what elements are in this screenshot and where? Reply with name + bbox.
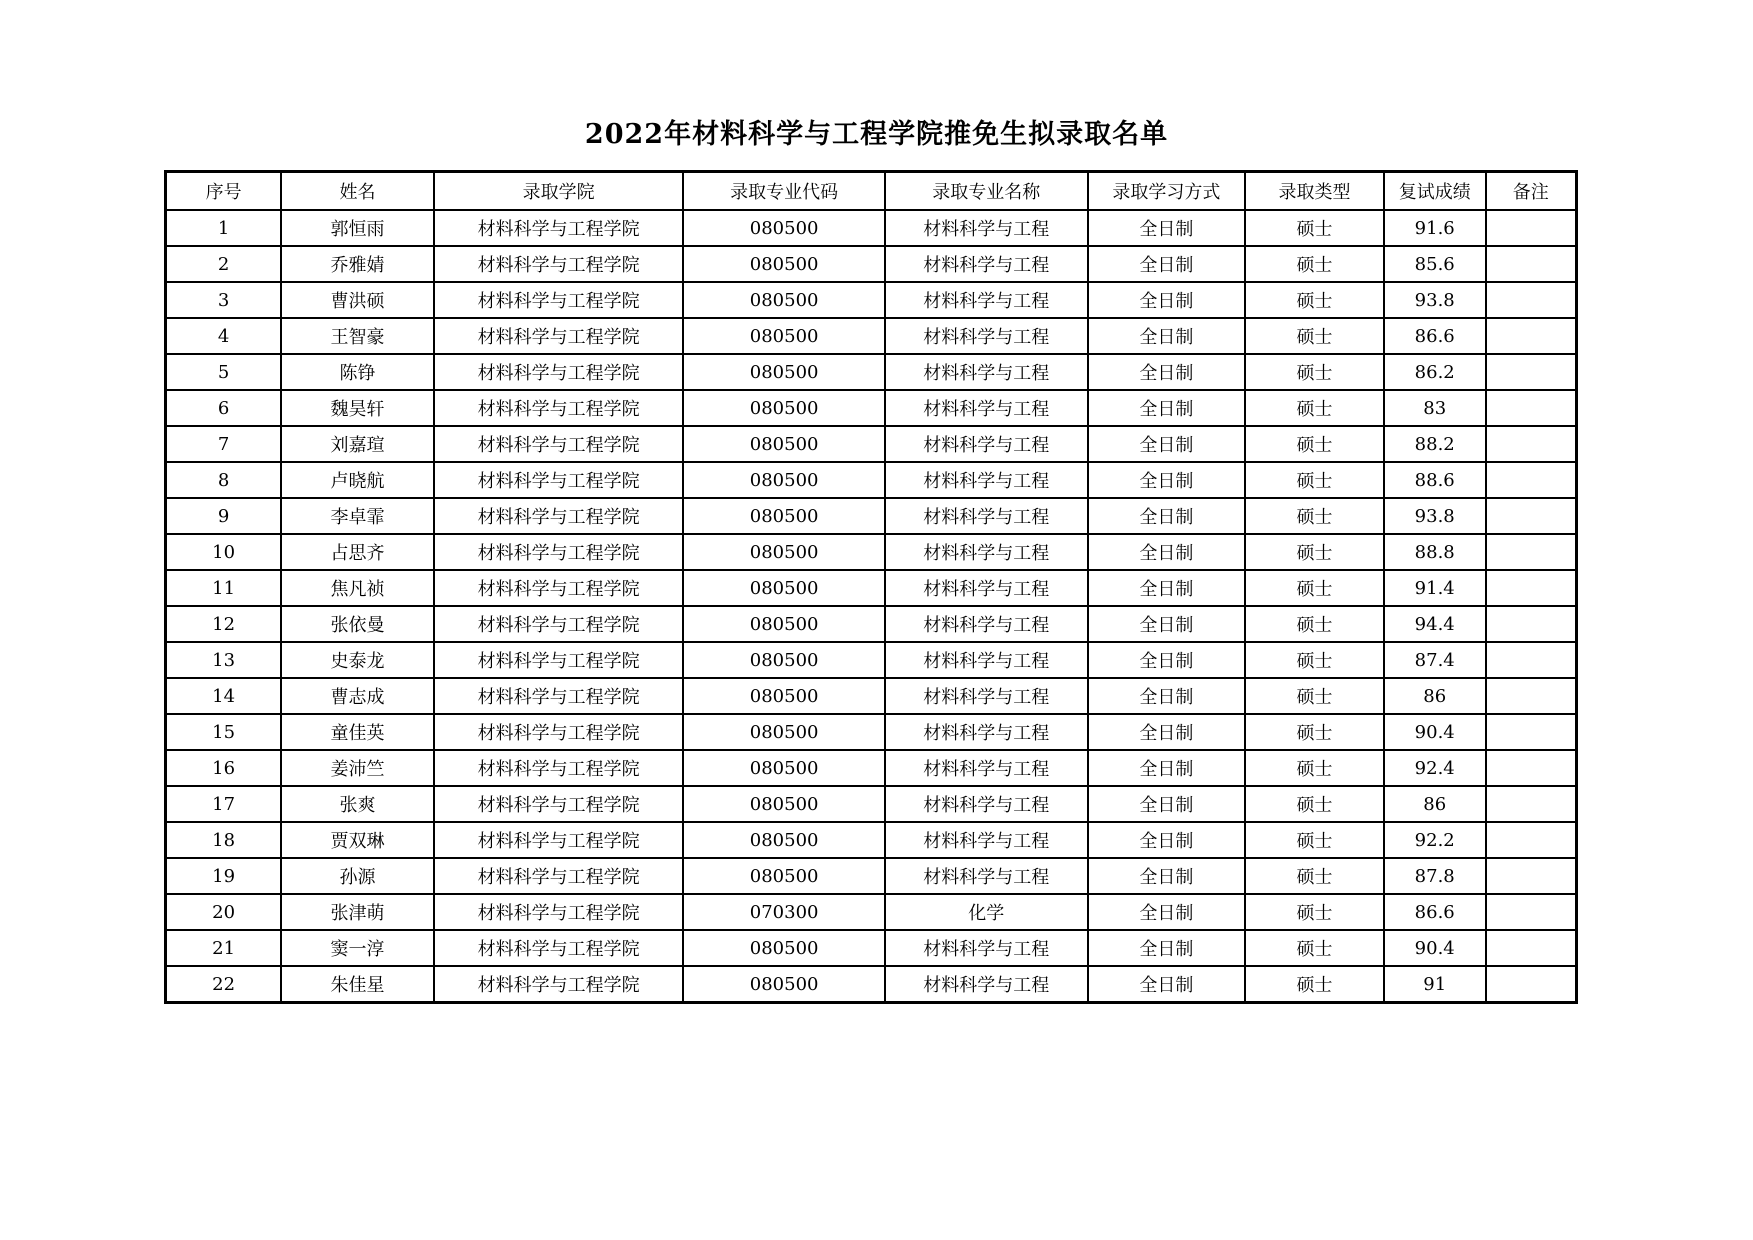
cell-retest-score: 94.4 [1384, 606, 1486, 642]
cell-remark [1486, 426, 1577, 462]
cell-retest-score: 85.6 [1384, 246, 1486, 282]
cell-student-name: 曹洪硕 [281, 282, 434, 318]
cell-major-code: 080500 [683, 678, 885, 714]
cell-retest-score: 91.4 [1384, 570, 1486, 606]
cell-remark [1486, 606, 1577, 642]
cell-index: 16 [166, 750, 282, 786]
cell-major-name: 材料科学与工程 [885, 750, 1088, 786]
cell-study-mode: 全日制 [1088, 426, 1246, 462]
cell-student-name: 张爽 [281, 786, 434, 822]
cell-college: 材料科学与工程学院 [434, 498, 683, 534]
cell-student-name: 童佳英 [281, 714, 434, 750]
cell-study-mode: 全日制 [1088, 606, 1246, 642]
cell-admission-type: 硕士 [1245, 678, 1384, 714]
cell-major-code: 080500 [683, 462, 885, 498]
cell-major-code: 080500 [683, 714, 885, 750]
cell-study-mode: 全日制 [1088, 894, 1246, 930]
cell-remark [1486, 678, 1577, 714]
cell-student-name: 贾双琳 [281, 822, 434, 858]
cell-remark [1486, 354, 1577, 390]
cell-remark [1486, 390, 1577, 426]
table-row [166, 930, 1577, 966]
cell-major-name: 材料科学与工程 [885, 390, 1088, 426]
cell-major-code: 080500 [683, 822, 885, 858]
cell-admission-type: 硕士 [1245, 246, 1384, 282]
cell-major-name: 材料科学与工程 [885, 354, 1088, 390]
cell-retest-score: 90.4 [1384, 714, 1486, 750]
table-row [166, 822, 1577, 858]
table-row [166, 894, 1577, 930]
cell-index: 13 [166, 642, 282, 678]
cell-major-name: 材料科学与工程 [885, 462, 1088, 498]
cell-study-mode: 全日制 [1088, 210, 1246, 246]
cell-student-name: 占思齐 [281, 534, 434, 570]
table-row [166, 534, 1577, 570]
cell-admission-type: 硕士 [1245, 462, 1384, 498]
cell-retest-score: 86.6 [1384, 894, 1486, 930]
cell-retest-score: 86 [1384, 786, 1486, 822]
cell-index: 14 [166, 678, 282, 714]
cell-remark [1486, 786, 1577, 822]
cell-study-mode: 全日制 [1088, 318, 1246, 354]
header-col-index: 序号 [166, 172, 282, 211]
table-row [166, 498, 1577, 534]
cell-major-name: 材料科学与工程 [885, 570, 1088, 606]
cell-index: 7 [166, 426, 282, 462]
cell-index: 21 [166, 930, 282, 966]
cell-index: 6 [166, 390, 282, 426]
cell-index: 17 [166, 786, 282, 822]
cell-major-code: 080500 [683, 966, 885, 1003]
cell-remark [1486, 282, 1577, 318]
cell-college: 材料科学与工程学院 [434, 642, 683, 678]
cell-index: 15 [166, 714, 282, 750]
cell-index: 9 [166, 498, 282, 534]
cell-index: 20 [166, 894, 282, 930]
cell-major-name: 材料科学与工程 [885, 786, 1088, 822]
cell-remark [1486, 246, 1577, 282]
table-row [166, 390, 1577, 426]
cell-retest-score: 87.8 [1384, 858, 1486, 894]
cell-student-name: 曹志成 [281, 678, 434, 714]
table-row [166, 282, 1577, 318]
cell-admission-type: 硕士 [1245, 390, 1384, 426]
cell-index: 19 [166, 858, 282, 894]
header-col-major-name: 录取专业名称 [885, 172, 1088, 211]
cell-study-mode: 全日制 [1088, 354, 1246, 390]
header-col-study-mode: 录取学习方式 [1088, 172, 1246, 211]
table-row [166, 606, 1577, 642]
cell-college: 材料科学与工程学院 [434, 570, 683, 606]
cell-study-mode: 全日制 [1088, 462, 1246, 498]
cell-major-code: 080500 [683, 390, 885, 426]
cell-admission-type: 硕士 [1245, 894, 1384, 930]
cell-study-mode: 全日制 [1088, 858, 1246, 894]
cell-student-name: 史泰龙 [281, 642, 434, 678]
cell-remark [1486, 462, 1577, 498]
cell-student-name: 卢晓航 [281, 462, 434, 498]
cell-college: 材料科学与工程学院 [434, 534, 683, 570]
cell-remark [1486, 498, 1577, 534]
cell-remark [1486, 714, 1577, 750]
cell-college: 材料科学与工程学院 [434, 318, 683, 354]
cell-student-name: 魏昊轩 [281, 390, 434, 426]
table-row [166, 462, 1577, 498]
cell-remark [1486, 534, 1577, 570]
cell-major-name: 材料科学与工程 [885, 498, 1088, 534]
cell-major-code: 080500 [683, 282, 885, 318]
cell-index: 5 [166, 354, 282, 390]
cell-major-name: 材料科学与工程 [885, 678, 1088, 714]
cell-study-mode: 全日制 [1088, 750, 1246, 786]
table-row [166, 678, 1577, 714]
cell-retest-score: 93.8 [1384, 282, 1486, 318]
cell-college: 材料科学与工程学院 [434, 930, 683, 966]
cell-major-name: 材料科学与工程 [885, 858, 1088, 894]
header-row [166, 172, 1577, 211]
cell-admission-type: 硕士 [1245, 858, 1384, 894]
cell-index: 8 [166, 462, 282, 498]
header-col-college: 录取学院 [434, 172, 683, 211]
cell-remark [1486, 210, 1577, 246]
cell-college: 材料科学与工程学院 [434, 210, 683, 246]
cell-college: 材料科学与工程学院 [434, 714, 683, 750]
cell-admission-type: 硕士 [1245, 606, 1384, 642]
cell-study-mode: 全日制 [1088, 786, 1246, 822]
cell-remark [1486, 822, 1577, 858]
table-row [166, 966, 1577, 1003]
cell-student-name: 朱佳星 [281, 966, 434, 1003]
cell-admission-type: 硕士 [1245, 318, 1384, 354]
cell-admission-type: 硕士 [1245, 570, 1384, 606]
cell-college: 材料科学与工程学院 [434, 894, 683, 930]
cell-admission-type: 硕士 [1245, 786, 1384, 822]
cell-major-code: 080500 [683, 246, 885, 282]
admission-table [164, 170, 1578, 1004]
table-row [166, 426, 1577, 462]
header-col-student-name: 姓名 [281, 172, 434, 211]
table-head [166, 172, 1577, 211]
cell-major-name: 材料科学与工程 [885, 282, 1088, 318]
table-row [166, 642, 1577, 678]
cell-remark [1486, 642, 1577, 678]
cell-major-name: 材料科学与工程 [885, 822, 1088, 858]
cell-major-name: 材料科学与工程 [885, 246, 1088, 282]
cell-major-name: 材料科学与工程 [885, 318, 1088, 354]
table-row [166, 786, 1577, 822]
cell-college: 材料科学与工程学院 [434, 426, 683, 462]
cell-study-mode: 全日制 [1088, 930, 1246, 966]
cell-major-code: 080500 [683, 570, 885, 606]
cell-student-name: 张依曼 [281, 606, 434, 642]
cell-remark [1486, 894, 1577, 930]
table-body [166, 210, 1577, 1003]
cell-retest-score: 88.8 [1384, 534, 1486, 570]
cell-admission-type: 硕士 [1245, 426, 1384, 462]
cell-student-name: 李卓霏 [281, 498, 434, 534]
cell-college: 材料科学与工程学院 [434, 606, 683, 642]
cell-remark [1486, 858, 1577, 894]
cell-index: 11 [166, 570, 282, 606]
page-title: 2022年材料科学与工程学院推免生拟录取名单 [584, 119, 1169, 150]
cell-college: 材料科学与工程学院 [434, 354, 683, 390]
cell-college: 材料科学与工程学院 [434, 750, 683, 786]
table-row [166, 570, 1577, 606]
table-row [166, 210, 1577, 246]
cell-remark [1486, 966, 1577, 1003]
cell-study-mode: 全日制 [1088, 570, 1246, 606]
cell-study-mode: 全日制 [1088, 642, 1246, 678]
cell-student-name: 王智豪 [281, 318, 434, 354]
cell-major-code: 080500 [683, 750, 885, 786]
cell-study-mode: 全日制 [1088, 390, 1246, 426]
cell-index: 3 [166, 282, 282, 318]
cell-student-name: 刘嘉瑄 [281, 426, 434, 462]
cell-admission-type: 硕士 [1245, 822, 1384, 858]
cell-study-mode: 全日制 [1088, 246, 1246, 282]
cell-college: 材料科学与工程学院 [434, 678, 683, 714]
cell-retest-score: 87.4 [1384, 642, 1486, 678]
cell-major-name: 材料科学与工程 [885, 930, 1088, 966]
cell-college: 材料科学与工程学院 [434, 462, 683, 498]
cell-retest-score: 90.4 [1384, 930, 1486, 966]
cell-college: 材料科学与工程学院 [434, 246, 683, 282]
table-row [166, 858, 1577, 894]
header-col-major-code: 录取专业代码 [683, 172, 885, 211]
cell-student-name: 孙源 [281, 858, 434, 894]
cell-retest-score: 88.2 [1384, 426, 1486, 462]
cell-index: 18 [166, 822, 282, 858]
table-row [166, 318, 1577, 354]
cell-study-mode: 全日制 [1088, 966, 1246, 1003]
cell-college: 材料科学与工程学院 [434, 390, 683, 426]
cell-admission-type: 硕士 [1245, 498, 1384, 534]
cell-index: 12 [166, 606, 282, 642]
cell-remark [1486, 318, 1577, 354]
cell-college: 材料科学与工程学院 [434, 786, 683, 822]
cell-student-name: 窦一淳 [281, 930, 434, 966]
cell-admission-type: 硕士 [1245, 750, 1384, 786]
cell-major-code: 080500 [683, 354, 885, 390]
cell-remark [1486, 570, 1577, 606]
cell-major-code: 080500 [683, 930, 885, 966]
cell-major-name: 材料科学与工程 [885, 606, 1088, 642]
cell-admission-type: 硕士 [1245, 210, 1384, 246]
table-row [166, 354, 1577, 390]
cell-study-mode: 全日制 [1088, 498, 1246, 534]
cell-college: 材料科学与工程学院 [434, 282, 683, 318]
cell-major-code: 080500 [683, 426, 885, 462]
cell-student-name: 乔雅婧 [281, 246, 434, 282]
cell-study-mode: 全日制 [1088, 714, 1246, 750]
cell-retest-score: 91 [1384, 966, 1486, 1003]
header-col-admission-type: 录取类型 [1245, 172, 1384, 211]
cell-retest-score: 88.6 [1384, 462, 1486, 498]
table-row [166, 750, 1577, 786]
cell-admission-type: 硕士 [1245, 930, 1384, 966]
cell-index: 22 [166, 966, 282, 1003]
cell-major-code: 080500 [683, 210, 885, 246]
table-row [166, 714, 1577, 750]
cell-retest-score: 86.2 [1384, 354, 1486, 390]
cell-major-code: 080500 [683, 606, 885, 642]
cell-student-name: 陈铮 [281, 354, 434, 390]
cell-major-name: 材料科学与工程 [885, 714, 1088, 750]
table-row [166, 246, 1577, 282]
cell-major-code: 070300 [683, 894, 885, 930]
cell-admission-type: 硕士 [1245, 966, 1384, 1003]
cell-student-name: 焦凡祯 [281, 570, 434, 606]
cell-major-code: 080500 [683, 498, 885, 534]
cell-retest-score: 92.2 [1384, 822, 1486, 858]
cell-retest-score: 93.8 [1384, 498, 1486, 534]
cell-retest-score: 86.6 [1384, 318, 1486, 354]
cell-major-name: 材料科学与工程 [885, 966, 1088, 1003]
cell-retest-score: 86 [1384, 678, 1486, 714]
cell-student-name: 姜沛竺 [281, 750, 434, 786]
cell-retest-score: 92.4 [1384, 750, 1486, 786]
cell-admission-type: 硕士 [1245, 354, 1384, 390]
cell-major-code: 080500 [683, 786, 885, 822]
cell-major-name: 材料科学与工程 [885, 426, 1088, 462]
cell-study-mode: 全日制 [1088, 678, 1246, 714]
cell-retest-score: 83 [1384, 390, 1486, 426]
cell-major-code: 080500 [683, 318, 885, 354]
cell-student-name: 郭恒雨 [281, 210, 434, 246]
cell-college: 材料科学与工程学院 [434, 822, 683, 858]
cell-college: 材料科学与工程学院 [434, 966, 683, 1003]
cell-admission-type: 硕士 [1245, 642, 1384, 678]
cell-index: 1 [166, 210, 282, 246]
cell-major-code: 080500 [683, 642, 885, 678]
cell-study-mode: 全日制 [1088, 822, 1246, 858]
cell-index: 10 [166, 534, 282, 570]
cell-admission-type: 硕士 [1245, 714, 1384, 750]
cell-major-name: 材料科学与工程 [885, 534, 1088, 570]
cell-major-code: 080500 [683, 858, 885, 894]
cell-study-mode: 全日制 [1088, 282, 1246, 318]
cell-college: 材料科学与工程学院 [434, 858, 683, 894]
cell-index: 2 [166, 246, 282, 282]
cell-remark [1486, 750, 1577, 786]
cell-major-name: 材料科学与工程 [885, 210, 1088, 246]
cell-retest-score: 91.6 [1384, 210, 1486, 246]
cell-admission-type: 硕士 [1245, 534, 1384, 570]
cell-admission-type: 硕士 [1245, 282, 1384, 318]
cell-major-code: 080500 [683, 534, 885, 570]
header-col-retest-score: 复试成绩 [1384, 172, 1486, 211]
cell-study-mode: 全日制 [1088, 534, 1246, 570]
header-col-remark: 备注 [1486, 172, 1577, 211]
cell-remark [1486, 930, 1577, 966]
cell-major-name: 材料科学与工程 [885, 642, 1088, 678]
cell-student-name: 张津萌 [281, 894, 434, 930]
cell-index: 4 [166, 318, 282, 354]
cell-major-name: 化学 [885, 894, 1088, 930]
